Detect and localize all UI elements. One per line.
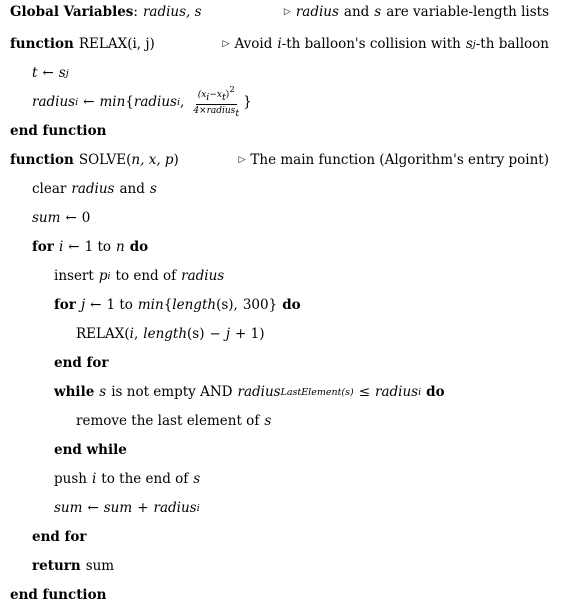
solve-relax-call: RELAX ( i , length (s) − j + 1) (76, 326, 265, 342)
fraction-numerator: $(x_i-x_t)^2$ (197, 85, 235, 103)
solve-insert-line: insert p i to end of radius (54, 268, 225, 284)
solve-end-inner-for: end for (54, 355, 109, 371)
solve-end-function: end function (10, 587, 107, 603)
solve-while-line: while s is not empty AND radius LastElement(s) ≤ radius i do (54, 384, 445, 400)
collision-fraction (191, 85, 241, 119)
fraction-denominator: 4×radius$_t$ (193, 106, 240, 119)
solve-clear-line: clear radius and s (32, 181, 157, 197)
relax-update-radius: radius i ← min { radius i , $\frac{(x_i-x_t)^2}{4\times radius_t}$ } (32, 85, 252, 119)
global-variables-comment: ▷ radius and s are variable-length lists (283, 4, 549, 20)
solve-end-while: end while (54, 442, 127, 458)
global-variables-list: radius, s (142, 4, 202, 20)
relax-comment: ▷ Avoid i -th balloon's collision with s j -th balloon (222, 36, 549, 52)
solve-end-outer-for: end for (32, 529, 87, 545)
comment-triangle-icon: ▷ (283, 7, 291, 17)
relax-function-name: RELAX (78, 36, 128, 52)
global-variables-label: Global Variables (10, 4, 134, 20)
relax-function-header: function RELAX (i, j) ▷ Avoid i -th balloon's collision with s j -th balloon (0, 33, 559, 55)
comment-triangle-icon: ▷ (222, 39, 230, 49)
global-variables-line: Global Variables : radius, s ▷ radius and s are variable-length lists (0, 1, 559, 23)
solve-return-line: return sum (32, 558, 115, 574)
comment-triangle-icon: ▷ (238, 155, 246, 165)
solve-push-line: push i to the end of s (54, 471, 201, 487)
solve-function-header: function SOLVE ( n, x, p ) ▷ The main function (Algorithm's entry point) (0, 149, 559, 171)
solve-inner-for: for j ← 1 to min { length (s), 300 } do (54, 297, 301, 313)
solve-function-name: SOLVE (78, 152, 127, 168)
solve-comment: ▷ The main function (Algorithm's entry point) (238, 152, 549, 168)
solve-sum-init: sum ← 0 (32, 210, 91, 226)
solve-outer-for: for i ← 1 to n do (32, 239, 149, 255)
solve-sum-update: sum ← sum + radius i (54, 500, 200, 516)
relax-end-function: end function (10, 123, 107, 139)
solve-remove-line: remove the last element of s (76, 413, 272, 429)
relax-assign-t: t ← s j (32, 65, 69, 81)
